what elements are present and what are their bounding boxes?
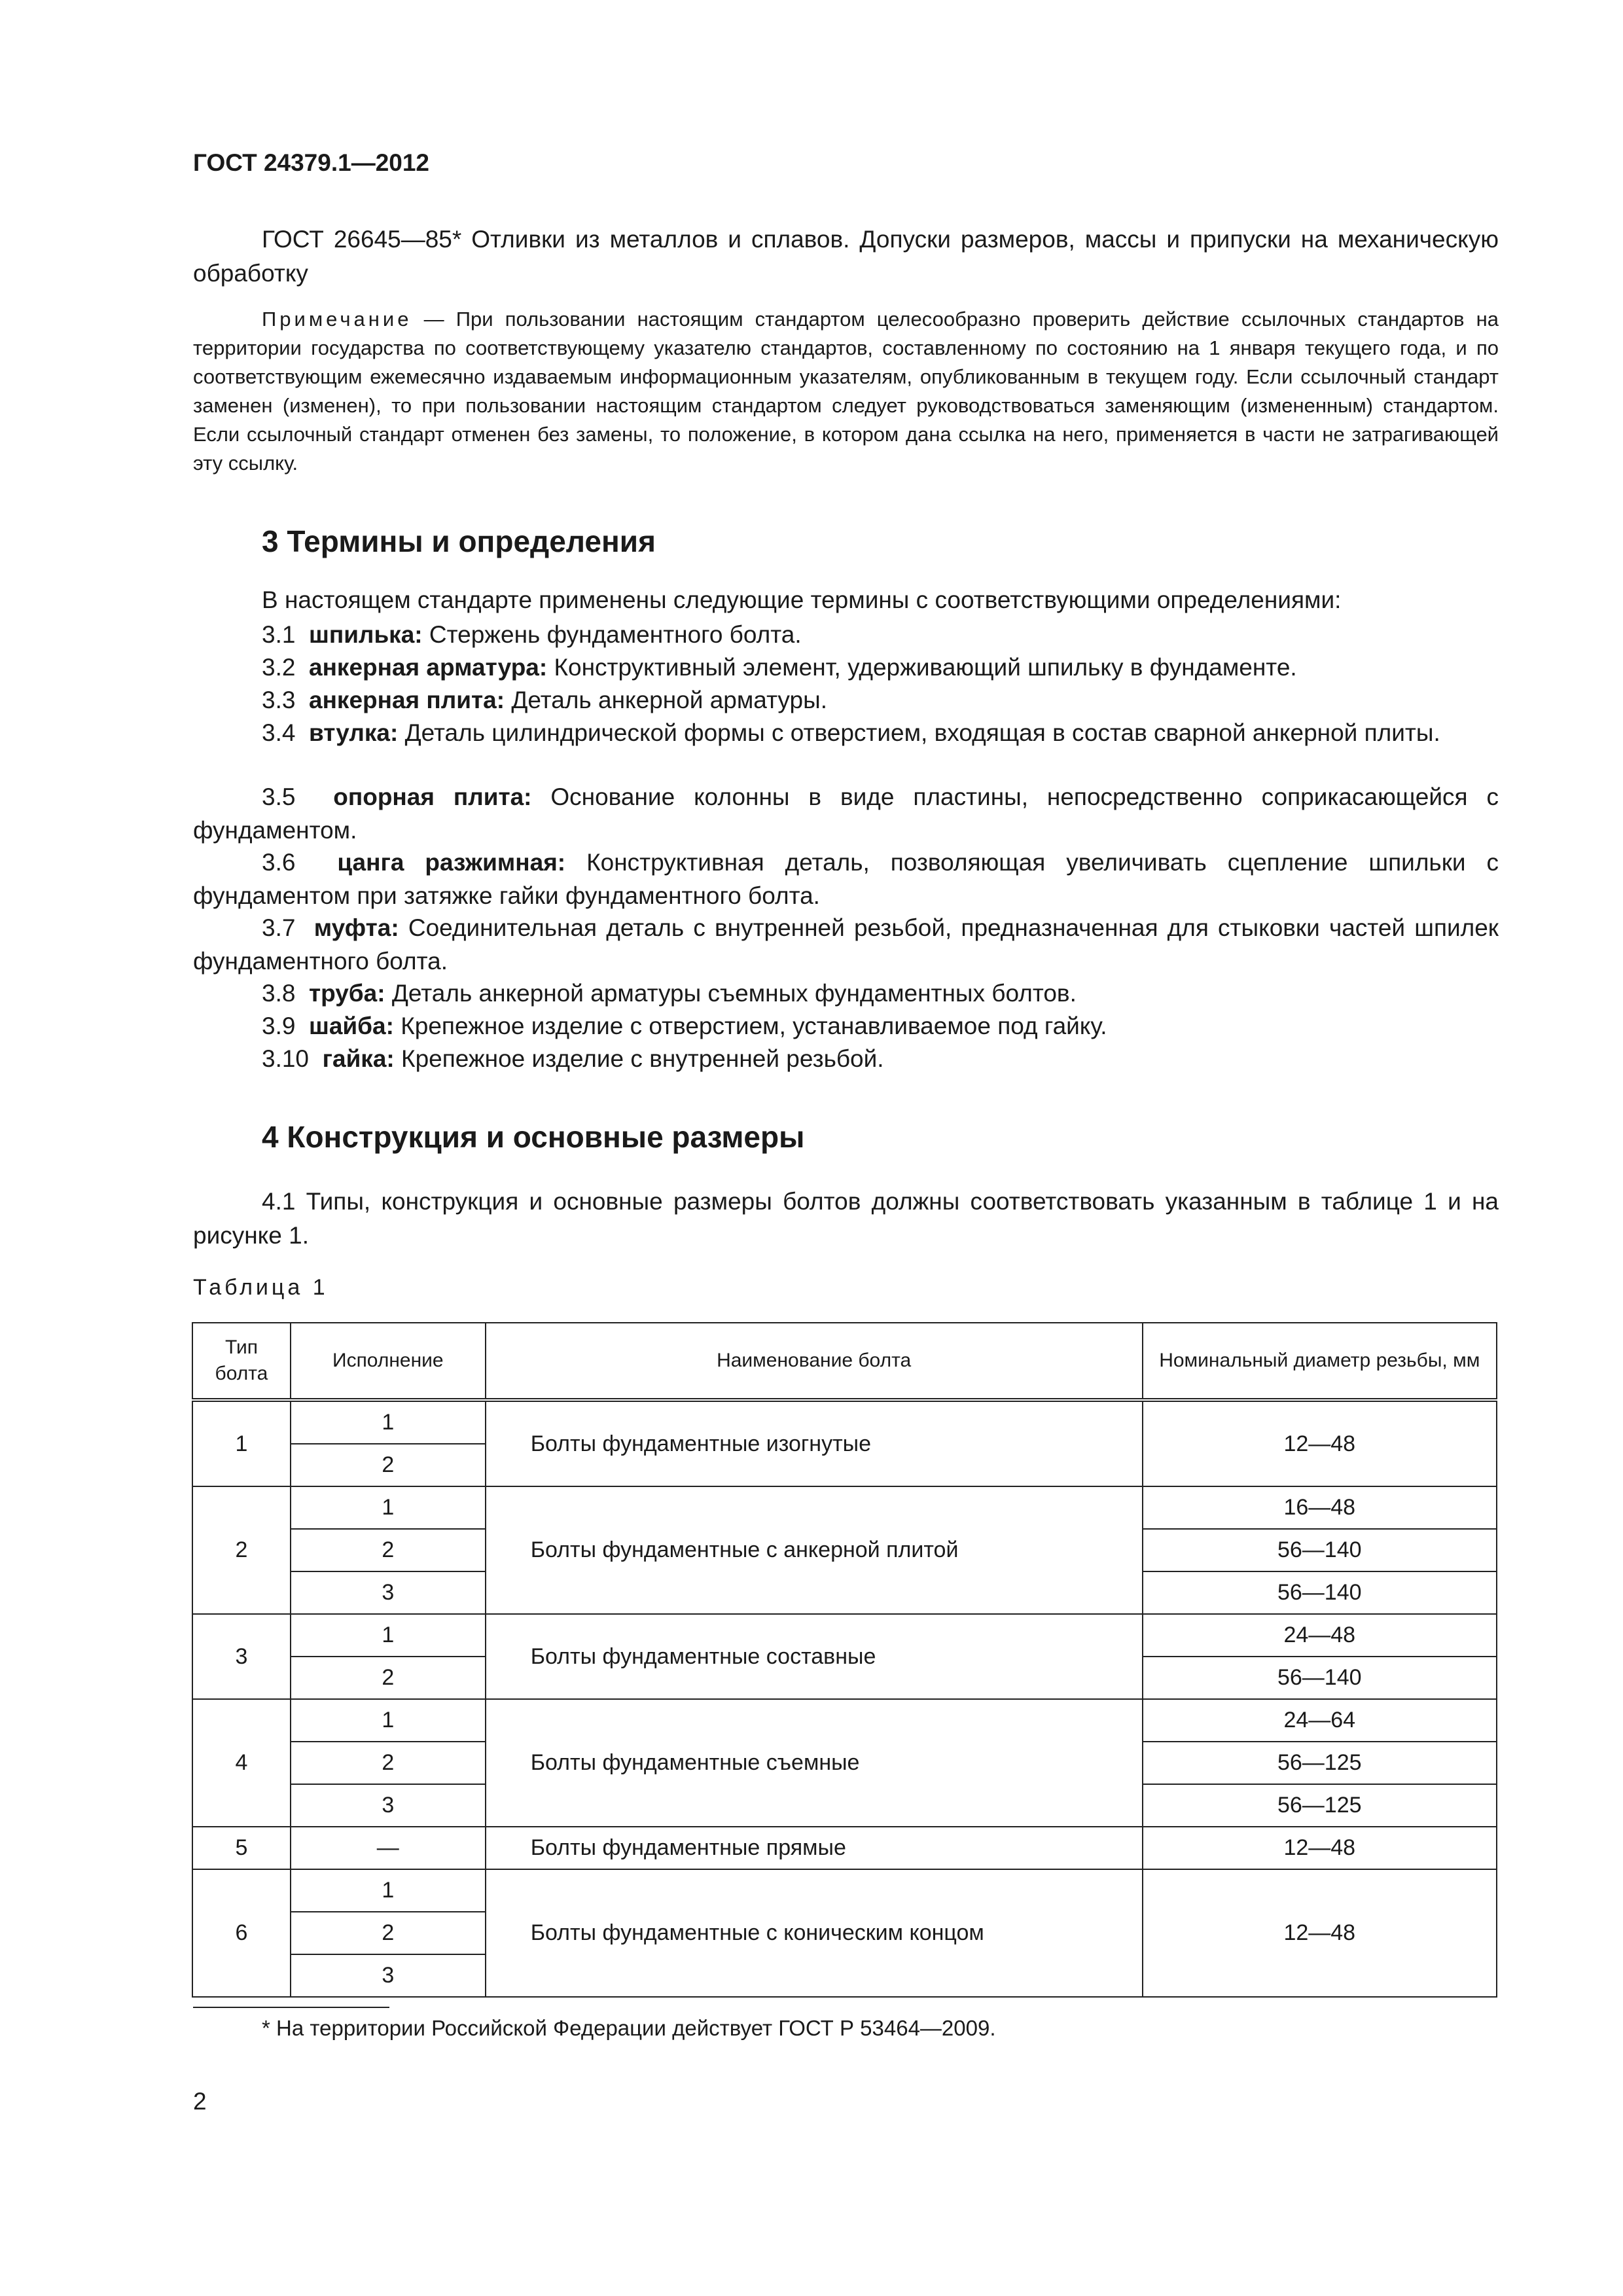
cell-diameter: 24—64 xyxy=(1143,1699,1497,1742)
header-diameter: Номинальный диаметр резьбы, мм xyxy=(1143,1323,1497,1400)
page-number: 2 xyxy=(193,2088,207,2115)
term-3-3: 3.3 анкерная плита: Деталь анкерной арматуры. xyxy=(262,687,827,713)
bolt-types-table xyxy=(192,1322,1497,1998)
term-3-5: 3.5 опорная плита: Основание колонны в виде пластины, непосредственно соприкасающейся с фундаментом. xyxy=(193,783,1499,844)
cell-version: 1 xyxy=(291,1400,486,1444)
cell-diameter: 56—140 xyxy=(1143,1657,1497,1699)
footnote-separator xyxy=(193,2007,389,2008)
cell-type: 6 xyxy=(192,1869,291,1997)
cell-type: 3 xyxy=(192,1614,291,1699)
term-3-4: 3.4 втулка: Деталь цилиндрической формы с отверстием, входящая в состав сварной анкерной плиты. xyxy=(262,719,1440,746)
cell-type: 2 xyxy=(192,1486,291,1614)
header-name: Наименование болта xyxy=(486,1323,1143,1400)
cell-type: 5 xyxy=(192,1827,291,1869)
cell-version: 2 xyxy=(291,1912,486,1954)
cell-version: 3 xyxy=(291,1571,486,1614)
note-label: Примечание xyxy=(262,308,412,331)
cell-version: 1 xyxy=(291,1614,486,1657)
cell-version: — xyxy=(291,1827,486,1869)
cell-version: 1 xyxy=(291,1699,486,1742)
cell-version: 2 xyxy=(291,1657,486,1699)
table-header-row xyxy=(192,1323,1497,1400)
table-row xyxy=(192,1614,1497,1657)
table-row xyxy=(192,1699,1497,1742)
section-3-title: 3 Термины и определения xyxy=(262,524,656,558)
reference-entry: ГОСТ 26645—85* Отливки из металлов и сплавов. Допуски размеров, массы и припуски на механическую обработку xyxy=(193,226,1499,287)
header-version: Исполнение xyxy=(291,1323,486,1400)
term-3-8: 3.8 труба: Деталь анкерной арматуры съемных фундаментных болтов. xyxy=(262,980,1077,1007)
table-row xyxy=(192,1400,1497,1444)
section-4-title: 4 Конструкция и основные размеры xyxy=(262,1120,805,1154)
cell-version: 2 xyxy=(291,1444,486,1486)
term-3-9: 3.9 шайба: Крепежное изделие с отверстием, устанавливаемое под гайку. xyxy=(262,1013,1107,1039)
cell-diameter: 12—48 xyxy=(1143,1400,1497,1486)
cell-name: Болты фундаментные с анкерной плитой xyxy=(486,1486,1143,1614)
cell-version: 3 xyxy=(291,1954,486,1997)
term-3-10: 3.10 гайка: Крепежное изделие с внутренней резьбой. xyxy=(262,1045,884,1072)
cell-diameter: 24—48 xyxy=(1143,1614,1497,1657)
cell-diameter: 56—140 xyxy=(1143,1529,1497,1571)
table-row xyxy=(192,1486,1497,1529)
section-3-intro: В настоящем стандарте применены следующие термины с соответствующими определениями: xyxy=(262,586,1342,613)
paragraph-4-1: 4.1 Типы, конструкция и основные размеры болтов должны соответствовать указанным в таблице 1 и на рисунке 1. xyxy=(193,1188,1499,1249)
cell-version: 1 xyxy=(291,1869,486,1912)
cell-diameter: 56—140 xyxy=(1143,1571,1497,1614)
cell-diameter: 56—125 xyxy=(1143,1742,1497,1784)
cell-diameter: 56—125 xyxy=(1143,1784,1497,1827)
term-3-1: 3.1 шпилька: Стержень фундаментного болта. xyxy=(262,621,802,648)
note-text: — При пользовании настоящим стандартом целесообразно проверить действие ссылочных стандартов на территории государства по соответствующему указателю стандартов, составленному по состоянию на 1 января текущего года, и по соответствующим ежемесячно издаваемым информационным указателям, опубликованным в текущем году. Если ссылочный стандарт заменен (изменен), то при пользовании настоящим стандартом следует руководствоваться заменяющим (измененным) стандартом. Если ссылочный стандарт отменен без замены, то положение, в котором дана ссылка на него, применяется в части не затрагивающей эту ссылку. xyxy=(193,308,1499,475)
cell-name: Болты фундаментные составные xyxy=(486,1614,1143,1699)
table-row xyxy=(192,1827,1497,1869)
cell-version: 3 xyxy=(291,1784,486,1827)
cell-diameter: 12—48 xyxy=(1143,1869,1497,1997)
cell-type: 4 xyxy=(192,1699,291,1827)
cell-name: Болты фундаментные прямые xyxy=(486,1827,1143,1869)
cell-diameter: 12—48 xyxy=(1143,1827,1497,1869)
header-type: Тип болта xyxy=(192,1323,291,1400)
term-3-7: 3.7 муфта: Соединительная деталь с внутренней резьбой, предназначенная для стыковки частей шпилек фундаментного болта. xyxy=(193,914,1499,975)
note-paragraph xyxy=(193,305,1499,478)
term-3-6: 3.6 цанга разжимная: Конструктивная деталь, позволяющая увеличивать сцепление шпильки с фундаментом при затяжке гайки фундаментного болта. xyxy=(193,849,1499,909)
cell-version: 1 xyxy=(291,1486,486,1529)
cell-version: 2 xyxy=(291,1742,486,1784)
cell-name: Болты фундаментные съемные xyxy=(486,1699,1143,1827)
cell-name: Болты фундаментные изогнутые xyxy=(486,1400,1143,1486)
cell-diameter: 16—48 xyxy=(1143,1486,1497,1529)
footnote: * На территории Российской Федерации действует ГОСТ Р 53464—2009. xyxy=(262,2016,996,2040)
table-row xyxy=(192,1869,1497,1912)
cell-version: 2 xyxy=(291,1529,486,1571)
table-caption: Таблица 1 xyxy=(193,1275,329,1300)
cell-type: 1 xyxy=(192,1400,291,1486)
term-3-2: 3.2 анкерная арматура: Конструктивный элемент, удерживающий шпильку в фундаменте. xyxy=(262,654,1297,681)
document-header: ГОСТ 24379.1—2012 xyxy=(193,149,430,176)
cell-name: Болты фундаментные с коническим концом xyxy=(486,1869,1143,1997)
